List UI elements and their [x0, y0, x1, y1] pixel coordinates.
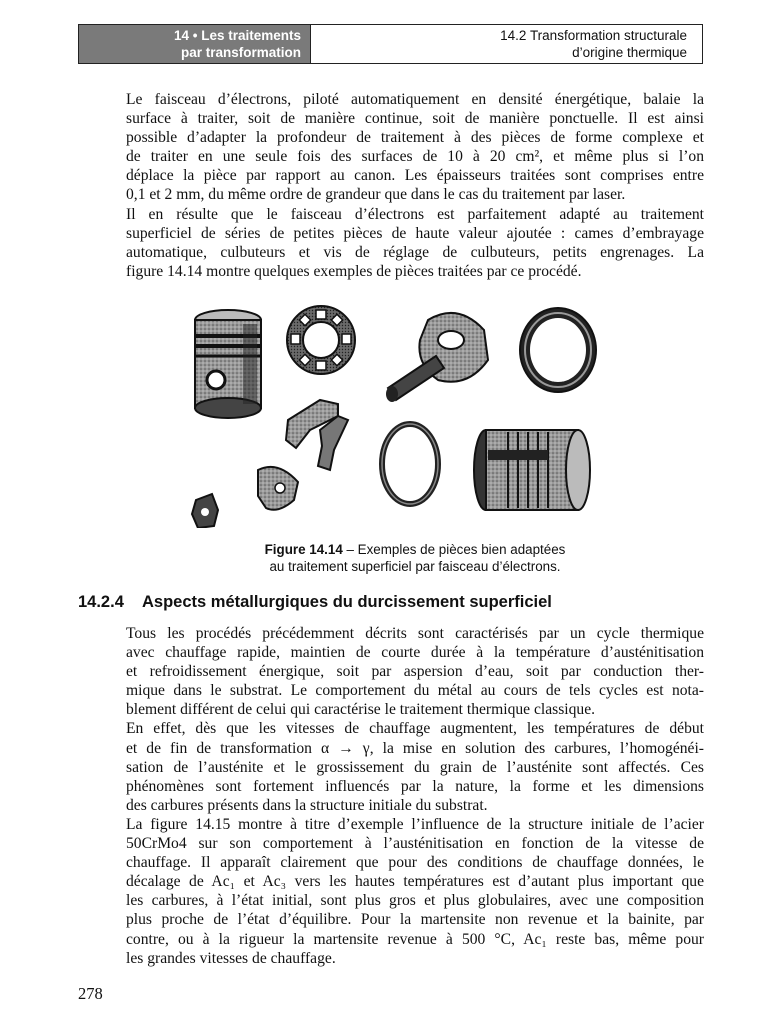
- section-header-line-2: d’origine thermique: [572, 45, 687, 60]
- text-line: des carbures présents dans la structure initiale du substrat.: [126, 796, 488, 814]
- section-title: Aspects métallurgiques du durcissement superficiel: [142, 593, 552, 611]
- section-header: [311, 25, 702, 63]
- text-line: 50CrMo4 sur son comportement à l’austénitisation en fonction de la vitesse de: [126, 835, 704, 853]
- figure-label: Figure 14.14: [264, 542, 343, 557]
- body-paragraph: [126, 624, 704, 968]
- text-line: Tous les procédés précédemment décrits sont caractérisés par un cycle thermique: [126, 625, 704, 642]
- text-line: sation de l’austénite et le grossissement du grain de l’austénite sont affectés. Ces: [126, 758, 704, 776]
- splined-ring-part: [287, 306, 355, 374]
- page-number: 278: [78, 984, 103, 1003]
- section-number: 14.2.4: [78, 593, 124, 611]
- text-line: superficiel de séries de petites pièces de haute valeur ajoutée : cames d’embrayage: [126, 224, 704, 242]
- rocker-shaft-part: [386, 313, 488, 402]
- text-line: les carbures, à l’état initial, sont plus gros et plus globulaires, avec une composition: [126, 892, 704, 910]
- text-line: avec chauffage rapide, maintien de courte durée à la température d’austénitisation: [126, 644, 704, 662]
- figure-caption: [200, 541, 630, 575]
- text-line: contre, ou à la rigueur la martensite revenue à 500 °C, Ac₁ reste bas, même pour: [126, 930, 704, 948]
- text-line: et de fin de transformation α → γ, la mise en solution des carbures, l’homogénéi-: [126, 739, 704, 757]
- chapter-line-1: 14 • Les traitements: [173, 28, 301, 43]
- text-line: surface à traiter, soit de manière continue, soit de manière ponctuelle. Il est ainsi: [126, 110, 704, 128]
- caption-text-1: – Exemples de pièces bien adaptées: [342, 542, 566, 557]
- lever-part: [286, 400, 348, 470]
- text-line: de traiter en une seule fois des surfaces de 10 à 20 cm², et même plus si l’on: [126, 148, 704, 166]
- text-line: En effet, dès que les vitesses de chauffage augmentent, les températures de début: [126, 720, 704, 738]
- text-line: figure 14.14 montre quelques exemples de pièces traitées par ce procédé.: [126, 262, 582, 280]
- running-header: [78, 24, 703, 64]
- text-line: déplace la pièce par rapport au canon. Les épaisseurs traitées sont comprises entre: [126, 167, 704, 185]
- text-line: phénomènes sont fortement influencés par la nature, la forme et les dimensions: [126, 777, 704, 795]
- text-line: chauffage. Il apparaît clairement que pour des conditions de chauffage données, le: [126, 854, 704, 872]
- text-line: automatique, culbuteurs et vis de réglage de culbuteurs, petits engrenages. La: [126, 243, 704, 261]
- text-line: plus proche de l’état d’équilibre. Pour la martensite non revenue et la bainite, par: [126, 911, 704, 929]
- gear-fragment-part: [192, 494, 218, 528]
- intro-paragraph: [126, 90, 704, 281]
- parts-illustration: [188, 300, 598, 528]
- text-line: possible d’adapter la profondeur de traitement à des pièces de forme complexe et: [126, 129, 704, 147]
- text-line: 0,1 et 2 mm, du même ordre de grandeur que dans le cas du traitement par laser.: [126, 186, 626, 204]
- piston-part: [195, 310, 261, 418]
- chapter-line-2: par transformation: [180, 45, 301, 60]
- chapter-header: [79, 25, 311, 63]
- text-line: blement différent de celui qui caractérise le traitement thermique classique.: [126, 701, 596, 719]
- caption-line-1: [200, 541, 630, 558]
- section-header-line-1: 14.2 Transformation structurale: [500, 28, 687, 43]
- needle-bearing-part: [474, 430, 590, 510]
- text-line: et refroidissement énergique, soit par aspersion d’eau, soit par conduction ther-: [126, 663, 704, 681]
- text-line: les grandes vitesses de chauffage.: [126, 949, 336, 967]
- text-line: La figure 14.15 montre à titre d’exemple l’influence de la structure initiale de l’acier: [126, 815, 704, 833]
- cam-part: [258, 467, 298, 510]
- thin-ring-part: [382, 424, 438, 504]
- text-line: mique dans le substrat. Le comportement du métal au cours de tels cycles est nota-: [126, 682, 704, 700]
- section-heading: [78, 593, 552, 612]
- text-line: Le faisceau d’électrons, piloté automatiquement en densité énergétique, balaie la: [126, 91, 704, 108]
- text-line: Il en résulte que le faisceau d’électrons est parfaitement adapté au traitement: [126, 205, 704, 223]
- large-ring-part: [520, 308, 596, 392]
- text-line: décalage de Ac₁ et Ac₃ vers les hautes températures est d’autant plus important que: [126, 873, 704, 891]
- figure-14-14-parts-photo: [188, 300, 598, 528]
- caption-line-2: au traitement superficiel par faisceau d’électrons.: [269, 559, 561, 574]
